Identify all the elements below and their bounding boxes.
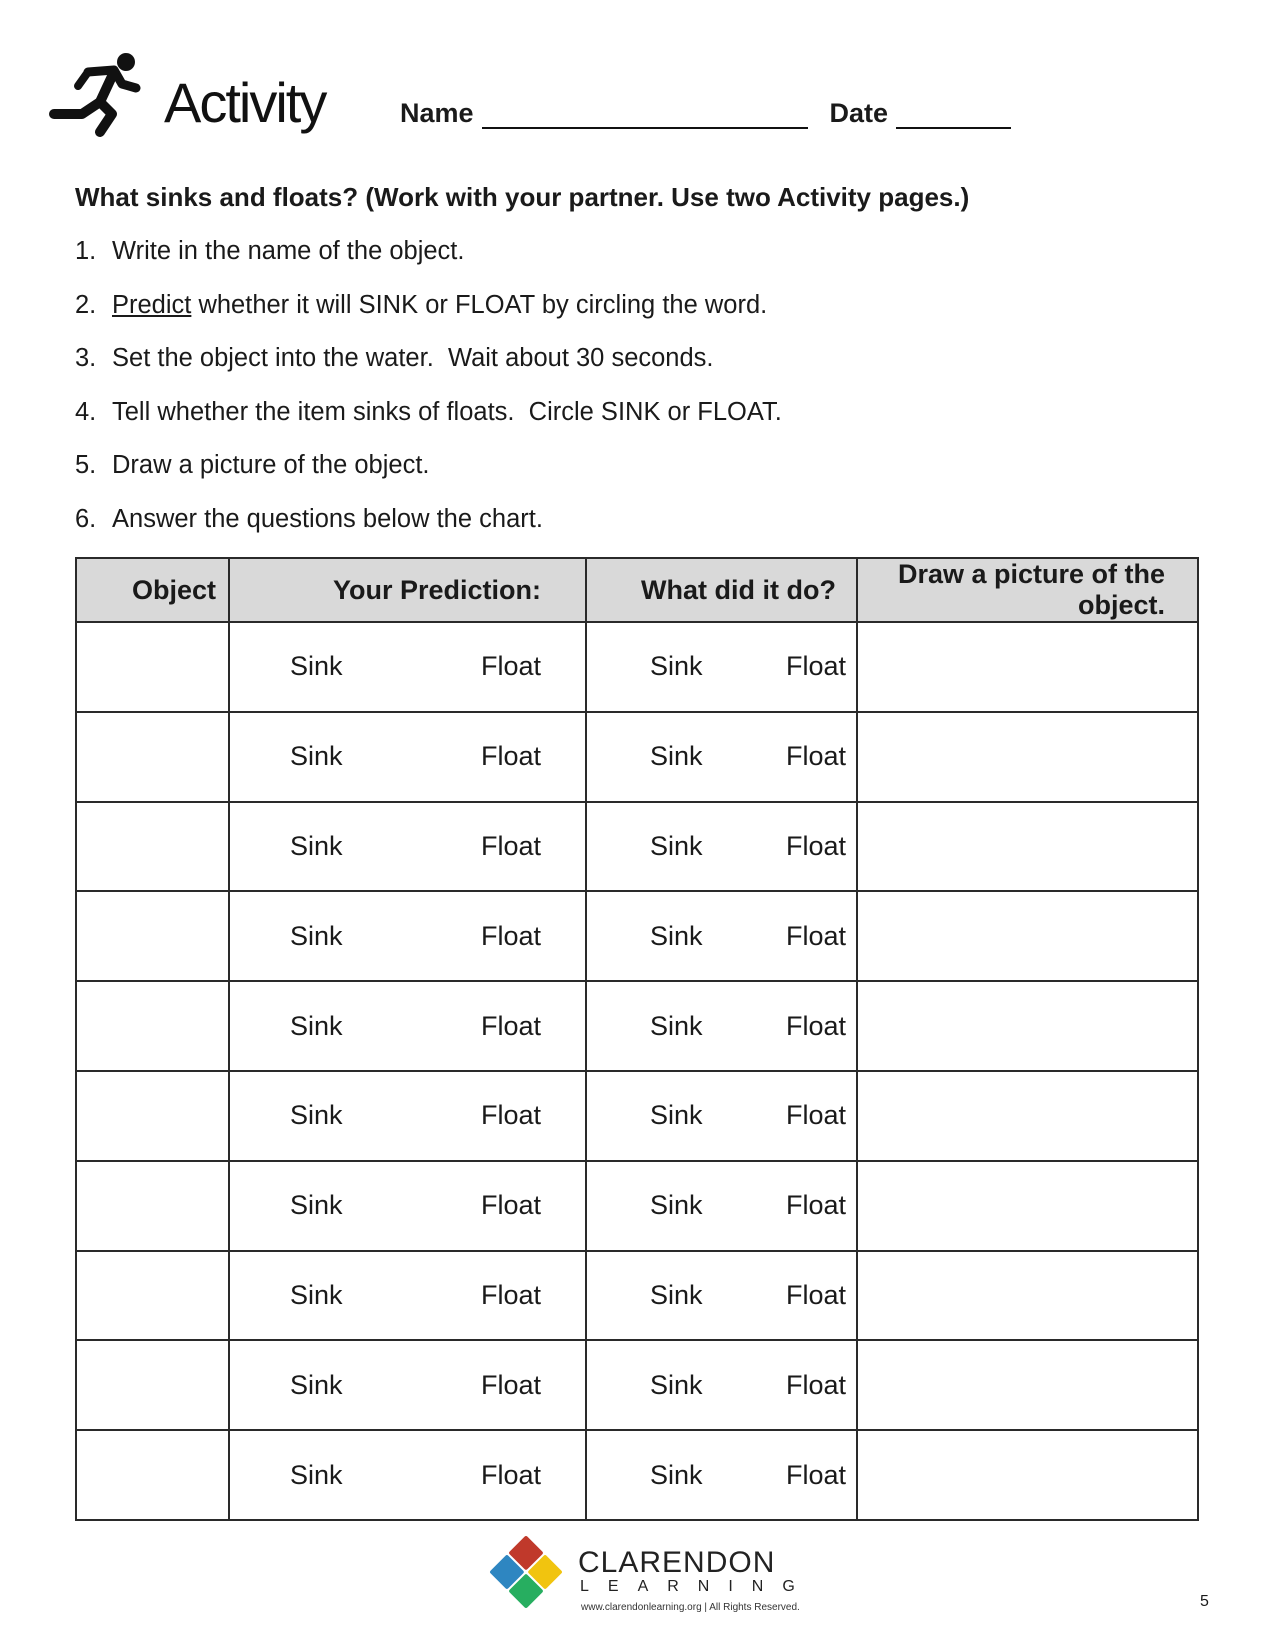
result-float-option[interactable]: Float <box>785 1459 846 1490</box>
instruction-step: 4. Tell whether the item sinks of floats. Circle SINK or FLOAT. <box>75 397 782 426</box>
table-row <box>76 712 1198 802</box>
result-cell <box>586 1340 857 1430</box>
activity-title: Activity <box>164 71 326 134</box>
date-blank[interactable] <box>896 101 1011 129</box>
prediction-float-option[interactable]: Float <box>480 920 541 951</box>
name-label: Name <box>400 98 474 128</box>
prediction-cell <box>229 802 586 892</box>
result-cell <box>586 1161 857 1251</box>
object-cell[interactable] <box>76 1430 229 1520</box>
picture-cell[interactable] <box>857 1340 1198 1430</box>
prediction-float-option[interactable]: Float <box>480 830 541 861</box>
page-header <box>48 48 1198 148</box>
result-sink-option[interactable]: Sink <box>650 920 703 951</box>
header-picture: Draw a picture of the object. <box>857 558 1198 622</box>
table-row <box>76 622 1198 712</box>
result-cell <box>586 622 857 712</box>
object-cell[interactable] <box>76 802 229 892</box>
name-date-row <box>400 98 1011 129</box>
prediction-cell <box>229 981 586 1071</box>
prediction-cell <box>229 1430 586 1520</box>
result-sink-option[interactable]: Sink <box>650 1100 703 1131</box>
table-row <box>76 981 1198 1071</box>
result-sink-option[interactable]: Sink <box>650 1010 703 1041</box>
table-row <box>76 1430 1198 1520</box>
result-cell <box>586 1430 857 1520</box>
table-row <box>76 1340 1198 1430</box>
table-row <box>76 1251 1198 1341</box>
object-cell[interactable] <box>76 1251 229 1341</box>
prediction-sink-option[interactable]: Sink <box>290 1279 343 1310</box>
result-sink-option[interactable]: Sink <box>650 1369 703 1400</box>
header-result: What did it do? <box>586 558 857 622</box>
prediction-sink-option[interactable]: Sink <box>290 651 343 682</box>
result-cell <box>586 802 857 892</box>
picture-cell[interactable] <box>857 802 1198 892</box>
prediction-sink-option[interactable]: Sink <box>290 741 343 772</box>
prediction-float-option[interactable]: Float <box>480 1369 541 1400</box>
prediction-cell <box>229 1251 586 1341</box>
prediction-sink-option[interactable]: Sink <box>290 920 343 951</box>
instruction-step: 6. Answer the questions below the chart. <box>75 504 543 533</box>
table-row <box>76 802 1198 892</box>
prediction-sink-option[interactable]: Sink <box>290 1459 343 1490</box>
instruction-steps <box>75 236 782 557</box>
table-row <box>76 1161 1198 1251</box>
picture-cell[interactable] <box>857 891 1198 981</box>
result-cell <box>586 1251 857 1341</box>
object-cell[interactable] <box>76 981 229 1071</box>
result-sink-option[interactable]: Sink <box>650 1279 703 1310</box>
page-number: 5 <box>1200 1593 1209 1610</box>
result-sink-option[interactable]: Sink <box>650 830 703 861</box>
object-cell[interactable] <box>76 1340 229 1430</box>
result-sink-option[interactable]: Sink <box>650 1190 703 1221</box>
sink-float-chart <box>75 557 1199 1521</box>
picture-cell[interactable] <box>857 622 1198 712</box>
prediction-float-option[interactable]: Float <box>480 1190 541 1221</box>
prediction-float-option[interactable]: Float <box>480 1100 541 1131</box>
table-row <box>76 1071 1198 1161</box>
object-cell[interactable] <box>76 891 229 981</box>
result-cell <box>586 1071 857 1161</box>
table-header-row <box>76 558 1198 622</box>
header-prediction: Your Prediction: <box>229 558 586 622</box>
clarendon-logo <box>486 1532 814 1613</box>
instruction-step: 1. Write in the name of the object. <box>75 237 465 265</box>
prediction-float-option[interactable]: Float <box>480 1279 541 1310</box>
result-float-option[interactable]: Float <box>785 830 846 861</box>
table-row <box>76 891 1198 981</box>
result-float-option[interactable]: Float <box>785 1190 846 1221</box>
result-float-option[interactable]: Float <box>785 741 846 772</box>
prediction-sink-option[interactable]: Sink <box>290 1100 343 1131</box>
prediction-sink-option[interactable]: Sink <box>290 1010 343 1041</box>
prediction-sink-option[interactable]: Sink <box>290 830 343 861</box>
brand-subtitle: LEARNING <box>580 1578 814 1595</box>
brand-url: www.clarendonlearning.org | All Rights Reserved. <box>581 1602 800 1613</box>
result-float-option[interactable]: Float <box>785 1279 846 1310</box>
result-float-option[interactable]: Float <box>785 1369 846 1400</box>
running-person-icon <box>48 48 148 143</box>
prediction-float-option[interactable]: Float <box>480 651 541 682</box>
prediction-cell <box>229 1161 586 1251</box>
result-float-option[interactable]: Float <box>785 1100 846 1131</box>
result-float-option[interactable]: Float <box>785 651 846 682</box>
picture-cell[interactable] <box>857 1430 1198 1520</box>
picture-cell[interactable] <box>857 981 1198 1071</box>
result-float-option[interactable]: Float <box>785 1010 846 1041</box>
picture-cell[interactable] <box>857 1161 1198 1251</box>
result-cell <box>586 981 857 1071</box>
instruction-step: 2. Predict whether it will SINK or FLOAT by circling the word. <box>75 290 782 344</box>
date-label: Date <box>829 98 889 128</box>
prediction-sink-option[interactable]: Sink <box>290 1369 343 1400</box>
object-cell[interactable] <box>76 1161 229 1251</box>
result-sink-option[interactable]: Sink <box>650 741 703 772</box>
prediction-cell <box>229 1340 586 1430</box>
instruction-step: 3. Set the object into the water. Wait about 30 seconds. <box>75 344 714 372</box>
prediction-sink-option[interactable]: Sink <box>290 1190 343 1221</box>
brand-name: CLARENDON <box>578 1546 776 1579</box>
prediction-cell <box>229 891 586 981</box>
instructions-title: What sinks and floats? (Work with your partner. Use two Activity pages.) <box>75 182 970 212</box>
object-cell[interactable] <box>76 622 229 712</box>
result-sink-option[interactable]: Sink <box>650 1459 703 1490</box>
prediction-float-option[interactable]: Float <box>480 1010 541 1041</box>
header-object: Object <box>76 558 229 622</box>
prediction-cell <box>229 622 586 712</box>
picture-cell[interactable] <box>857 1251 1198 1341</box>
object-cell[interactable] <box>76 712 229 802</box>
puzzle-logo-icon <box>486 1532 566 1612</box>
name-blank[interactable] <box>482 101 808 129</box>
prediction-float-option[interactable]: Float <box>480 741 541 772</box>
prediction-cell <box>229 712 586 802</box>
predict-underlined: Predict <box>112 290 192 319</box>
picture-cell[interactable] <box>857 1071 1198 1161</box>
result-float-option[interactable]: Float <box>785 920 846 951</box>
result-cell <box>586 891 857 981</box>
picture-cell[interactable] <box>857 712 1198 802</box>
instruction-step: 5. Draw a picture of the object. <box>75 451 430 479</box>
result-sink-option[interactable]: Sink <box>650 651 703 682</box>
prediction-float-option[interactable]: Float <box>480 1459 541 1490</box>
result-cell <box>586 712 857 802</box>
object-cell[interactable] <box>76 1071 229 1161</box>
prediction-cell <box>229 1071 586 1161</box>
